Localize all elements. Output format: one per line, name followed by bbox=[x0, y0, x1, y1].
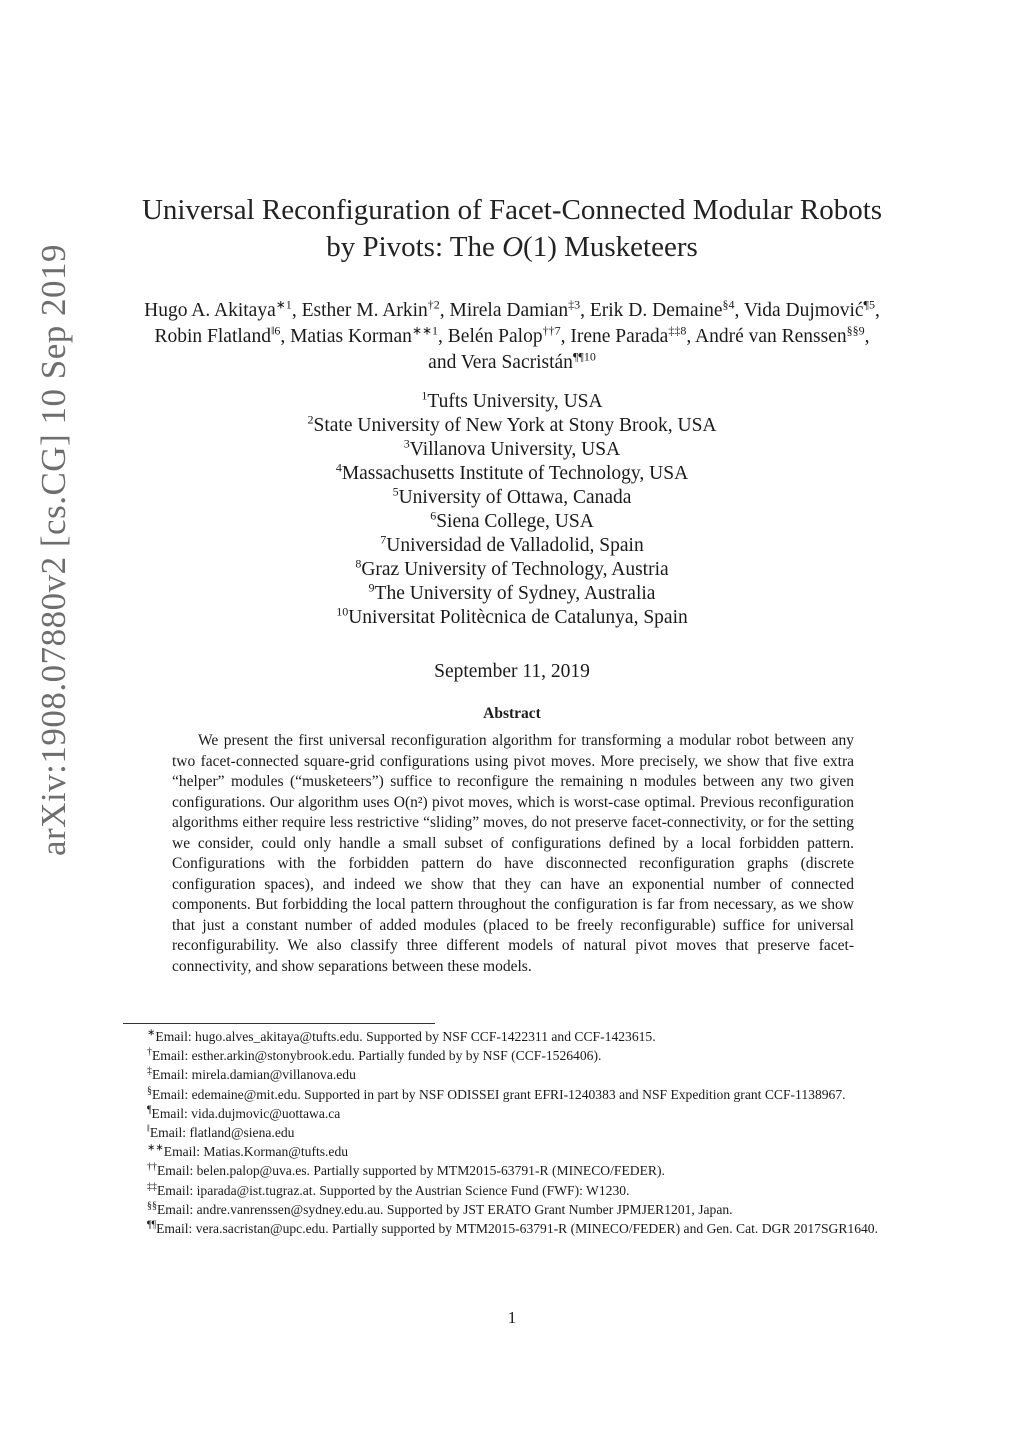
arxiv-stamp: arXiv:1908.07880v2 [cs.CG] 10 Sep 2019 bbox=[34, 244, 73, 857]
author-name: Hugo A. Akitaya bbox=[144, 300, 276, 321]
title-math-o: O bbox=[502, 231, 524, 263]
footnote-text: Email: mirela.damian@villanova.edu bbox=[152, 1067, 356, 1083]
footnote-item bbox=[123, 1046, 905, 1065]
affiliation-number: 6 bbox=[430, 508, 437, 523]
footnote-item bbox=[123, 1181, 905, 1200]
footnote-item bbox=[123, 1161, 905, 1180]
affiliation-number: 7 bbox=[380, 532, 387, 547]
footnote-text: Email: andre.vanrenssen@sydney.edu.au. Supported by JST ERATO Grant Number JPMJER1201, Japan. bbox=[157, 1201, 733, 1217]
affiliation-number: 2 bbox=[307, 412, 314, 427]
author-name: Belén Palop bbox=[447, 326, 543, 347]
author-mark: ¶5 bbox=[863, 297, 875, 312]
author-mark: ‡‡8 bbox=[668, 323, 687, 338]
affiliation-name: University of Ottawa, Canada bbox=[398, 487, 632, 508]
author-mark: ‡3 bbox=[568, 297, 581, 312]
footnote-text: Email: iparada@ist.tugraz.at. Supported by the Austrian Science Fund (FWF): W1230. bbox=[157, 1182, 630, 1198]
affiliation-item bbox=[200, 534, 824, 558]
author-name: Vera Sacristán bbox=[460, 352, 573, 373]
paper-date: September 11, 2019 bbox=[434, 661, 590, 682]
affiliation-name: Universitat Politècnica de Catalunya, Spain bbox=[348, 607, 688, 628]
affiliation-name: Universidad de Valladolid, Spain bbox=[386, 535, 644, 556]
footnote-item bbox=[123, 1027, 905, 1046]
affiliation-name: The University of Sydney, Australia bbox=[374, 583, 656, 604]
footnote-text: Email: vida.dujmovic@uottawa.ca bbox=[151, 1105, 341, 1121]
footnote-rule bbox=[123, 1023, 435, 1024]
footnote-text: Email: edemaine@mit.edu. Supported in part by NSF ODISSEI grant EFRI-1240383 and NSF Expedition grant CCF-1138967. bbox=[152, 1086, 846, 1102]
footnote-item bbox=[123, 1104, 905, 1123]
affiliation-number: 3 bbox=[403, 436, 410, 451]
affiliation-item bbox=[200, 486, 824, 510]
author-name: Robin Flatland bbox=[154, 326, 271, 347]
footnote-text: Email: flatland@siena.edu bbox=[149, 1125, 295, 1141]
footnote-text: Email: vera.sacristan@upc.edu. Partially supported by MTM2015-63791-R (MINECO/FEDER) and Gen. Cat. DGR 2017SGR1640. bbox=[156, 1221, 879, 1237]
author-name: Esther M. Arkin bbox=[301, 300, 428, 321]
affiliation-name: Graz University of Technology, Austria bbox=[361, 559, 669, 580]
footnote-item bbox=[123, 1123, 905, 1142]
affiliation-name: Villanova University, USA bbox=[409, 439, 621, 460]
footnote-mark: §§ bbox=[147, 1200, 157, 1212]
author-name: Matias Korman bbox=[290, 326, 412, 347]
author-mark: ††7 bbox=[542, 323, 561, 338]
author-name: Vida Dujmović bbox=[743, 300, 864, 321]
affiliation-number: 1 bbox=[421, 388, 428, 403]
title-line-2-pre: by Pivots: The bbox=[326, 231, 503, 263]
paper-title bbox=[120, 192, 904, 266]
affiliation-item bbox=[200, 510, 824, 534]
footnote-mark: ‖ bbox=[147, 1123, 150, 1135]
author-mark: ¶¶10 bbox=[572, 349, 596, 364]
abstract-heading: Abstract bbox=[483, 705, 541, 722]
footnote-mark: ¶¶ bbox=[147, 1219, 157, 1231]
author-mark: §§9 bbox=[846, 323, 865, 338]
footnote-item bbox=[123, 1219, 905, 1238]
footnote-list bbox=[123, 1027, 905, 1238]
footnote-item bbox=[123, 1200, 905, 1219]
affiliation-item bbox=[200, 390, 824, 414]
footnote-text: Email: belen.palop@uva.es. Partially supported by MTM2015-63791-R (MINECO/FEDER). bbox=[157, 1163, 665, 1179]
abstract-body: We present the first universal reconfiguration algorithm for transforming a modular robot between any two facet-connected square-grid configurations using pivot moves. More precisely, we show that five extra “helper” modules (“musketeers”) suffice to reconfigure the remaining n modules between any two given configurations. Our algorithm uses O(n²) pivot moves, which is worst-case optimal. Previous reconfiguration algorithms either require less restrictive “sliding” moves, do not preserve facet-connectivity, or for the setting we consider, could only handle a small subset of configurations defined by a local forbidden pattern. Configurations with the forbidden pattern do have disconnected reconfiguration graphs (discrete configuration spaces), and indeed we show that they can have an exponential number of connected components. But forbidding the local pattern throughout the configuration is far from necessary, as we show that just a constant number of added modules (placed to be freely reconfigurable) suffice for universal reconfigurability. We also classify three different models of natural pivot moves that preserve facet-connectivity, and show separations between these models. bbox=[172, 732, 854, 975]
footnote-text: Email: Matias.Korman@tufts.edu bbox=[163, 1144, 349, 1160]
affiliation-name: Siena College, USA bbox=[436, 511, 594, 532]
author-mark: §4 bbox=[722, 297, 735, 312]
affiliation-number: 9 bbox=[368, 580, 375, 595]
affiliation-name: Massachusetts Institute of Technology, USA bbox=[341, 463, 689, 484]
title-line-1: Universal Reconfiguration of Facet-Connected Modular Robots bbox=[141, 194, 883, 226]
affiliation-name: Tufts University, USA bbox=[427, 391, 603, 412]
footnote-item bbox=[123, 1142, 905, 1161]
affiliation-name: State University of New York at Stony Brook, USA bbox=[313, 415, 717, 436]
author-mark: ∗∗1 bbox=[411, 323, 439, 338]
page-number: 1 bbox=[507, 1308, 517, 1327]
footnote-mark: ∗ bbox=[147, 1027, 156, 1039]
footnote-mark: ¶ bbox=[147, 1104, 152, 1116]
author-name: Mirela Damian bbox=[449, 300, 569, 321]
title-line-2-post: (1) Musketeers bbox=[523, 231, 698, 263]
affiliation-item bbox=[200, 606, 824, 630]
footnote-mark: † bbox=[147, 1046, 152, 1058]
author-list: Hugo A. Akitaya$^{∗1}$, Esther M. Arkin$^{\dagger 2}$, Mirela Damian$^{\ddagger 3}$, Erik D. Demaine$^{\S 4}$, Vida Dujmović$^{\P 5}$, Robin Flatland$^{‖6}$, Matias Korman$^{∗∗1}$, Belén Palop$^{\dagger\dagger 7}$, Irene Parada$^{\ddagger\ddagger 8}$, André van Renssen$^{\S\S 9}$, and Vera Sacristán$^{\P\P 10}$ bbox=[144, 297, 880, 373]
affiliation-number: 8 bbox=[355, 556, 362, 571]
affiliation-item bbox=[200, 414, 824, 438]
footnote-text: Email: hugo.alves_akitaya@tufts.edu. Supported by NSF CCF-1422311 and CCF-1423615. bbox=[155, 1029, 656, 1044]
affiliation-list bbox=[200, 390, 824, 630]
author-name: André van Renssen bbox=[695, 326, 847, 347]
author-mark: †2 bbox=[427, 297, 440, 312]
footnote-text: Email: esther.arkin@stonybrook.edu. Partially funded by by NSF (CCF-1526406). bbox=[152, 1048, 602, 1064]
footnote-mark: †† bbox=[147, 1161, 157, 1173]
affiliation-number: 5 bbox=[392, 484, 399, 499]
author-mark: ∗1 bbox=[275, 297, 292, 312]
footnote-mark: ‡‡ bbox=[147, 1181, 157, 1193]
footnote-mark: § bbox=[147, 1085, 152, 1097]
footnote-item bbox=[123, 1065, 905, 1084]
author-mark: ‖6 bbox=[270, 323, 281, 338]
title-line-2 bbox=[120, 229, 904, 266]
footnote-mark: ∗∗ bbox=[147, 1142, 164, 1154]
affiliation-number: 10 bbox=[336, 604, 349, 619]
author-name: Erik D. Demaine bbox=[589, 300, 723, 321]
affiliation-item bbox=[200, 558, 824, 582]
author-name: Irene Parada bbox=[570, 326, 669, 347]
affiliation-item bbox=[200, 438, 824, 462]
affiliation-item bbox=[200, 462, 824, 486]
affiliation-number: 4 bbox=[335, 460, 342, 475]
affiliation-item bbox=[200, 582, 824, 606]
footnote-item bbox=[123, 1085, 905, 1104]
footnote-mark: ‡ bbox=[147, 1065, 152, 1077]
